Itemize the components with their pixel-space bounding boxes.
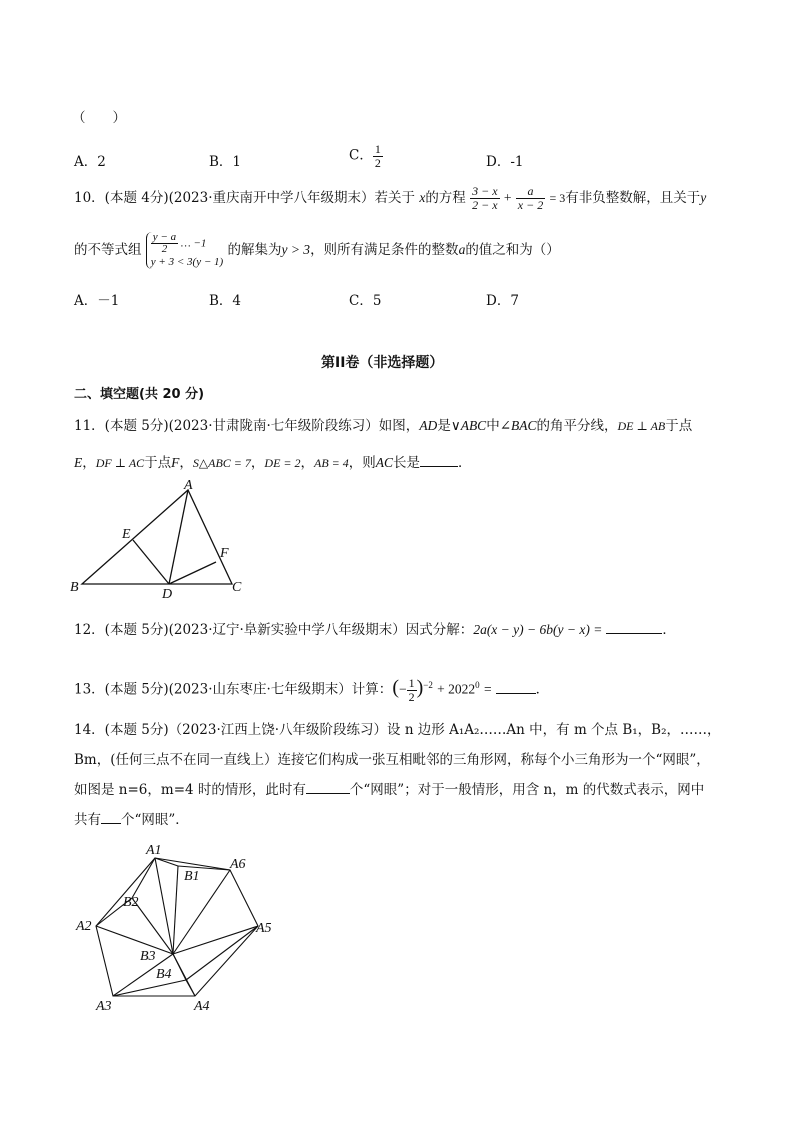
q12-end: ． xyxy=(662,622,676,638)
q12-line xyxy=(74,618,676,638)
q11-end: ． xyxy=(458,455,472,471)
q14-label-b2: B2 xyxy=(123,895,139,910)
q13-paren-right: ) xyxy=(416,676,424,699)
q11-ac: AC xyxy=(375,455,394,470)
q14-line3-a: 如图是 n=6，m=4 时的情形，此时有 xyxy=(74,782,306,798)
q11-label-e: E xyxy=(122,527,131,542)
q11-de: DE = 2 xyxy=(264,456,301,470)
q10-frac2: $\frac{a}{x - 2}$ xyxy=(517,184,544,212)
q14-answer-blank-1 xyxy=(306,781,350,794)
q13-exponent-zero: 0 xyxy=(475,680,480,690)
q10-var-a: a xyxy=(458,242,466,257)
q13-end: ． xyxy=(535,681,550,698)
q13-base-fraction: $\frac{1}{2}$ xyxy=(408,675,415,704)
q10-option-c: C．5 xyxy=(349,293,382,309)
q11-label-a: A xyxy=(184,478,193,493)
q14-label-a3: A3 xyxy=(96,999,112,1014)
q13-exponent: −2 xyxy=(423,680,433,690)
section-subtitle: 二、填空题(共 20 分) xyxy=(74,387,205,402)
q14-label-b4: B4 xyxy=(156,967,172,982)
q10-var-y: y xyxy=(700,190,707,205)
q11-comma1: ， xyxy=(82,455,96,471)
q10-tail2: 的值之和为（） xyxy=(465,242,560,258)
q14-label-a5: A5 xyxy=(256,921,272,936)
q10-line2-prefix: 的不等式组 xyxy=(74,242,142,258)
q11-answer-blank xyxy=(420,454,458,467)
q13-minus: − xyxy=(398,681,407,697)
q11-f: F xyxy=(171,455,180,470)
q11-len: 长是 xyxy=(393,455,421,471)
q11-foot-f: 于点 xyxy=(144,455,172,471)
q11-then: ，则 xyxy=(348,455,376,471)
q11-label-f: F xyxy=(220,546,229,561)
q11-mid: 中 xyxy=(486,418,500,434)
q11-de-ab: DE ⊥ AB xyxy=(617,419,666,433)
q14-mesh-figure xyxy=(70,838,285,1018)
q12-prefix: 12．(本题 5分)(2023·辽宁·阜新实验中学八年级期末）因式分解： xyxy=(74,622,474,638)
q10-plus: + xyxy=(503,190,512,205)
q11-label-d: D xyxy=(162,587,173,600)
q10-option-b: B．4 xyxy=(209,293,242,309)
q10-tail: ，则所有满足条件的整数 xyxy=(310,242,459,258)
q14-line4-a: 共有 xyxy=(74,812,101,828)
q10-solution-text: 的解集为 xyxy=(227,242,282,258)
q14-line3 xyxy=(74,778,704,798)
q10-sys-line2: y + 3 < 3(y − 1) xyxy=(150,255,224,268)
q13-prefix: 13．(本题 5分)(2023·山东枣庄·七年级期末）计算： xyxy=(74,681,393,698)
q14-line4 xyxy=(74,808,189,828)
q9-paren: （ ） xyxy=(72,110,126,126)
q11-label-c: C xyxy=(232,580,242,595)
q13-line xyxy=(74,668,549,707)
q9-option-b: B．1 xyxy=(209,154,242,170)
q10-after-eq: 有非负整数解，且关于 xyxy=(565,190,701,206)
q12-expression: 2a(x − y) − 6b(y − x) = xyxy=(473,622,603,637)
section-title: 第II卷（非选择题） xyxy=(321,355,444,371)
q12-answer-blank xyxy=(606,621,662,634)
q13-rest: + 2022 xyxy=(437,681,476,697)
q10-prefix: 10．(本题 4分)(2023·重庆南开中学八年级期末）若关于 xyxy=(74,190,416,206)
q10-option-a: A．－1 xyxy=(74,293,120,309)
q9-option-c xyxy=(349,143,383,169)
q14-label-a4: A4 xyxy=(194,999,210,1014)
q11-foot: 于点 xyxy=(665,418,693,434)
q11-df-ac: DF ⊥ AC xyxy=(95,456,145,470)
q13-eq: = xyxy=(483,681,492,697)
q11-triangle: ∨ABC xyxy=(450,418,487,433)
q10-line2 xyxy=(74,228,560,272)
q11-is: 是 xyxy=(437,418,451,434)
q11-e: E xyxy=(74,455,83,470)
q9-option-c-label: C． xyxy=(349,147,373,164)
q9-option-c-fraction: $\frac{1}{2}$ xyxy=(374,142,381,170)
q10-eq-rhs: = 3 xyxy=(549,191,566,205)
q10-solution-cond: y > 3 xyxy=(281,242,311,257)
q13-answer-blank xyxy=(496,681,536,694)
q13-paren-left: ( xyxy=(392,676,399,699)
q14-label-b3: B3 xyxy=(140,949,156,964)
q14-line4-b: 个“网眼”． xyxy=(121,812,189,828)
q14-line1: 14．(本题 5分)（2023·江西上饶·八年级阶段练习）设 n 边形 A₁A₂……An 中，有 m 个点 B₁，B₂，……， xyxy=(74,722,721,738)
q11-ad: AD xyxy=(419,418,438,433)
q11-line2 xyxy=(74,451,472,471)
q11-line1 xyxy=(74,414,692,434)
q11-prefix: 11．(本题 5分)(2023·甘肃陇南·七年级阶段练习）如图， xyxy=(74,418,420,434)
q11-triangle-figure xyxy=(64,478,264,600)
q10-option-d: D．7 xyxy=(486,293,519,309)
q9-option-a: A．2 xyxy=(74,154,106,170)
q14-label-a2: A2 xyxy=(76,919,92,934)
q10-sys-rest: … −1 xyxy=(180,237,207,250)
q14-answer-blank-2 xyxy=(101,811,121,824)
q14-label-a6: A6 xyxy=(230,857,246,872)
q9-option-d: D．-1 xyxy=(486,154,524,170)
q14-label-b1: B1 xyxy=(184,869,200,884)
q10-inequality-system xyxy=(146,232,223,269)
q14-line3-b: 个“网眼”；对于一般情形，用含 n，m 的代数式表示，网中 xyxy=(349,782,705,798)
q10-frac1: $\frac{3 - x}{2 - x}$ xyxy=(472,184,498,212)
q10-var-x: x xyxy=(419,190,426,205)
q10-eq-label: 的方程 xyxy=(425,190,466,206)
q11-label-b: B xyxy=(70,580,79,595)
q11-angle: ∠BAC xyxy=(499,418,537,433)
q11-comma4: ， xyxy=(300,455,314,471)
q11-ab: AB = 4 xyxy=(314,456,349,470)
q11-comma2: ， xyxy=(179,455,193,471)
q14-label-a1: A1 xyxy=(146,843,162,858)
q11-area: S△ABC = 7 xyxy=(192,456,251,470)
q11-bisector: 的角平分线， xyxy=(536,418,618,434)
q10-line1 xyxy=(74,184,706,212)
q10-sys-frac: $\frac{y - a}{2}$ xyxy=(152,230,177,256)
q11-comma3: ， xyxy=(250,455,265,471)
q14-line2: Bm，(任何三点不在同一直线上）连接它们构成一张互相毗邻的三角形网，称每个小三角形为一个“网眼”， xyxy=(74,752,710,768)
